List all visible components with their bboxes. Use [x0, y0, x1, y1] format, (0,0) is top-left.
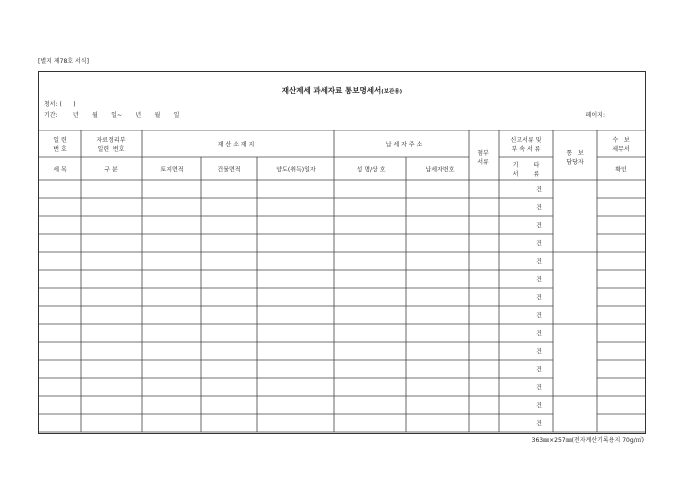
row-count-unit: 건: [536, 240, 542, 248]
row-count-unit: 건: [536, 258, 542, 266]
header-receiving-office: 수 보 세무서: [612, 137, 630, 153]
row-count-unit: 건: [536, 348, 542, 356]
paper-spec: 363㎜×257㎜(전자계산기록용지 70g/㎡): [531, 437, 644, 444]
page-label: 페이지:: [585, 112, 605, 119]
header-data-class: 자료정리부 일련 번호: [96, 137, 126, 153]
row-count-unit: 건: [536, 330, 542, 338]
notification-form: [38, 71, 646, 434]
period-label: 청서: ( ): [44, 101, 76, 108]
row-count-unit: 건: [536, 186, 542, 194]
header-subject: 세 목: [53, 166, 67, 174]
row-count-unit: 건: [536, 222, 542, 230]
header-building-area: 건물면적: [217, 166, 241, 174]
row-count-unit: 건: [536, 384, 542, 392]
header-other-docs: 기 타 서 류: [512, 162, 540, 178]
date-range: 기간: 년 월 일~ 년 월 일: [44, 112, 180, 119]
row-count-unit: 건: [536, 204, 542, 212]
header-category: 구 분: [104, 166, 118, 174]
document-title: 재산제세 과세자료 통보명세서(보관용): [281, 86, 403, 95]
header-confirm: 확인: [615, 166, 627, 174]
row-count-unit: 건: [536, 294, 542, 302]
header-taxpayer-no: 납세자번호: [425, 166, 455, 174]
row-count-unit: 건: [536, 366, 542, 374]
row-count-unit: 건: [536, 402, 542, 410]
row-count-unit: 건: [536, 312, 542, 320]
header-filing-docs: 신고서류 및 부 속 서 류: [510, 137, 542, 153]
table-grid-lines: [39, 130, 645, 434]
header-attachment: 첨부 서류: [477, 150, 489, 166]
header-serial: 일 련 번 호: [53, 137, 67, 153]
header-transfer-date: 양도(취득)일자: [276, 166, 316, 174]
header-taxpayer-address: 납 세 자 주 소: [385, 141, 423, 149]
header-notifier: 통 보 담당자: [566, 150, 584, 166]
title-suffix: (보관용): [381, 89, 403, 95]
header-name: 성 명/상 호: [356, 166, 386, 174]
row-count-unit: 건: [536, 276, 542, 284]
row-count-unit: 건: [536, 420, 542, 428]
records-table: [39, 130, 645, 434]
header-property-location: 재 산 소 재 지: [217, 141, 255, 149]
header-land-area: 토지면적: [160, 166, 184, 174]
form-number: [별지 제78호 서식]: [38, 58, 89, 65]
